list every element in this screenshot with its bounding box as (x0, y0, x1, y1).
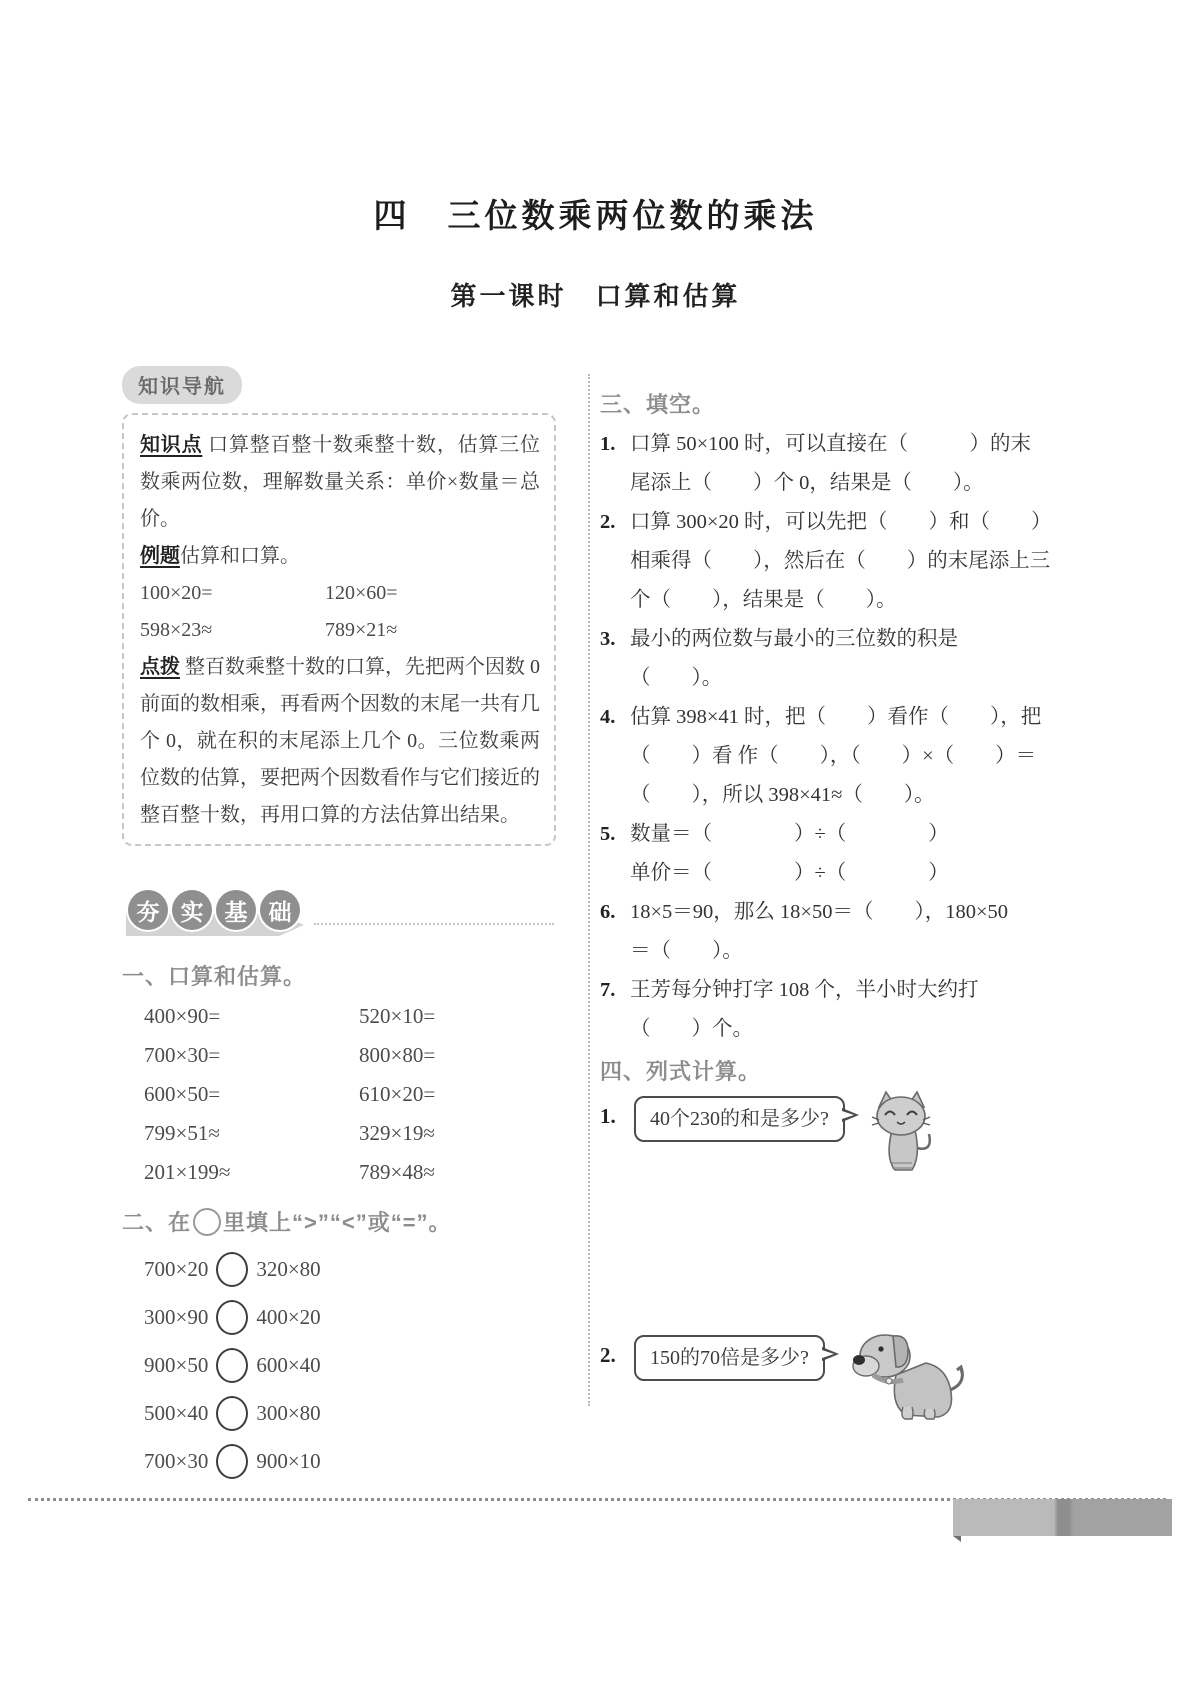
fill-line: （ ）。 (630, 667, 723, 689)
item-number: 4. (600, 706, 616, 728)
math-problem: 800×80= (359, 1043, 436, 1067)
math-problem: 201×199≈ (144, 1160, 231, 1184)
fill-line: 估算 398×41 时，把（ ）看作（ ），把 (630, 706, 1042, 728)
dog-illustration (851, 1329, 969, 1426)
calc-item (600, 1096, 1070, 1179)
left-expression: 700×30 (144, 1448, 209, 1473)
item-number: 1. (600, 433, 616, 455)
section2-title (122, 1206, 564, 1237)
right-column (600, 388, 1070, 1434)
section2-comparisons (122, 1245, 564, 1485)
fill-item (600, 620, 1070, 698)
example-problem: 120×60= (325, 582, 398, 604)
math-problem: 329×19≈ (359, 1121, 435, 1145)
example-text: 估算和口算。 (180, 545, 300, 567)
comparison-row (122, 1341, 564, 1389)
compare-circle-icon (216, 1252, 248, 1287)
item-number: 2. (600, 1343, 616, 1367)
problem-row (122, 1036, 564, 1075)
item-number: 7. (600, 979, 616, 1001)
example-problem: 100×20= (140, 582, 213, 604)
badge-char: 础 (260, 890, 300, 930)
section1-problems (122, 997, 564, 1192)
math-problem: 520×10= (359, 1004, 436, 1028)
section4-title: 四、列式计算。 (600, 1059, 762, 1084)
writing-space (600, 1187, 1070, 1335)
left-expression: 500×40 (144, 1400, 209, 1425)
item-number: 3. (600, 628, 616, 650)
problem-row (122, 997, 564, 1036)
fill-line: 个（ ），结果是（ ）。 (630, 589, 897, 611)
compare-circle-icon (216, 1300, 248, 1335)
knowledge-box (122, 413, 556, 846)
speech-bubble: 150的70倍是多少? (634, 1335, 825, 1381)
badge-char: 实 (172, 890, 212, 930)
fill-item (600, 425, 1070, 503)
right-expression: 400×20 (256, 1304, 321, 1329)
badge-char: 夯 (128, 890, 168, 930)
example-label: 例题 (140, 545, 180, 567)
tab-fold-icon (953, 1536, 961, 1542)
fill-item (600, 893, 1070, 971)
math-problem: 610×20= (359, 1082, 436, 1106)
section2-title-prefix: 二、在 (122, 1210, 192, 1235)
page-subtitle: 第一课时 口算和估算 (450, 281, 741, 311)
example-problem: 789×21≈ (325, 619, 398, 641)
example-row (140, 575, 540, 612)
fill-line: 口算 50×100 时，可以直接在（ ）的末 (630, 433, 1032, 455)
fill-line: 单价＝（ ）÷（ ） (630, 862, 949, 884)
right-expression: 600×40 (256, 1352, 321, 1377)
problem-row (122, 1153, 564, 1192)
math-problem: 600×50= (144, 1082, 221, 1106)
comparison-row (122, 1437, 564, 1485)
compare-circle-icon (216, 1444, 248, 1479)
compare-circle-icon (193, 1208, 221, 1236)
comparison-row (122, 1389, 564, 1437)
item-number: 6. (600, 901, 616, 923)
fill-line: 最小的两位数与最小的三位数的积是 (630, 628, 958, 650)
item-number: 1. (600, 1104, 616, 1128)
page-title: 四 三位数乘两位数的乘法 (373, 197, 818, 234)
right-expression: 320×80 (256, 1256, 321, 1281)
knowledge-point-label: 知识点 (140, 434, 203, 456)
calc-item (600, 1335, 1070, 1426)
item-number: 2. (600, 511, 616, 533)
foundation-badge (122, 890, 564, 942)
left-expression: 900×50 (144, 1352, 209, 1377)
example-problem: 598×23≈ (140, 619, 213, 641)
left-expression: 700×20 (144, 1256, 209, 1281)
fill-line: 数量＝（ ）÷（ ） (630, 823, 949, 845)
dotted-rule (314, 923, 554, 925)
right-expression: 900×10 (256, 1448, 321, 1473)
problem-row (122, 1075, 564, 1114)
fill-line: 相乘得（ ），然后在（ ）的末尾添上三 (630, 550, 1051, 572)
tip-label: 点拨 (140, 656, 180, 678)
fill-line: 尾添上（ ）个 0，结果是（ ）。 (630, 472, 984, 494)
fill-line: （ ）个。 (630, 1018, 753, 1040)
left-column (122, 366, 564, 1485)
fill-line: 王芳每分钟打字 108 个，半小时大约打 (630, 979, 979, 1001)
column-divider (588, 374, 590, 1406)
tip-text: 整百数乘整十数的口算，先把两个因数 0 前面的数相乘，再看两个因数的末尾一共有几个 0，就在积的末尾添上几个 0。三位数乘两位数的估算，要把两个因数看作与它们接近的整百整十数，再用口算的方法估算出结果。 (140, 656, 540, 826)
math-problem: 799×51≈ (144, 1121, 220, 1145)
example-row (140, 612, 540, 649)
fill-line: 口算 300×20 时，可以先把（ ）和（ ） (630, 511, 1052, 533)
fill-line: ＝（ ）。 (630, 940, 743, 962)
comparison-row (122, 1293, 564, 1341)
comparison-row (122, 1245, 564, 1293)
math-problem: 789×48≈ (359, 1160, 435, 1184)
knowledge-nav-badge: 知识导航 (122, 366, 242, 404)
fill-item (600, 698, 1070, 815)
badge-char: 基 (216, 890, 256, 930)
section1-title: 一、口算和估算。 (122, 964, 307, 989)
section2-title-suffix: 里填上“>”“<”或“=”。 (223, 1210, 452, 1235)
compare-circle-icon (216, 1396, 248, 1431)
compare-circle-icon (216, 1348, 248, 1383)
fill-item (600, 503, 1070, 620)
speech-bubble: 40个230的和是多少? (634, 1096, 845, 1142)
fill-line: （ ）看 作（ ），（ ）×（ ）＝ (630, 745, 1037, 767)
item-number: 5. (600, 823, 616, 845)
section3-title: 三、填空。 (600, 392, 716, 417)
footer-gray-tab (953, 1499, 1172, 1536)
math-problem: 400×90= (144, 1004, 221, 1028)
knowledge-point-text: 口算整百整十数乘整十数，估算三位数乘两位数，理解数量关系：单价×数量＝总价。 (140, 434, 541, 530)
right-expression: 300×80 (256, 1400, 321, 1425)
math-problem: 700×30= (144, 1043, 221, 1067)
fill-line: （ ），所以 398×41≈（ ）。 (630, 784, 935, 806)
cat-illustration (871, 1090, 933, 1179)
fill-line: 18×5＝90，那么 18×50＝（ ），180×50 (630, 901, 1009, 923)
fill-item (600, 971, 1070, 1049)
fill-item (600, 815, 1070, 893)
left-expression: 300×90 (144, 1304, 209, 1329)
problem-row (122, 1114, 564, 1153)
